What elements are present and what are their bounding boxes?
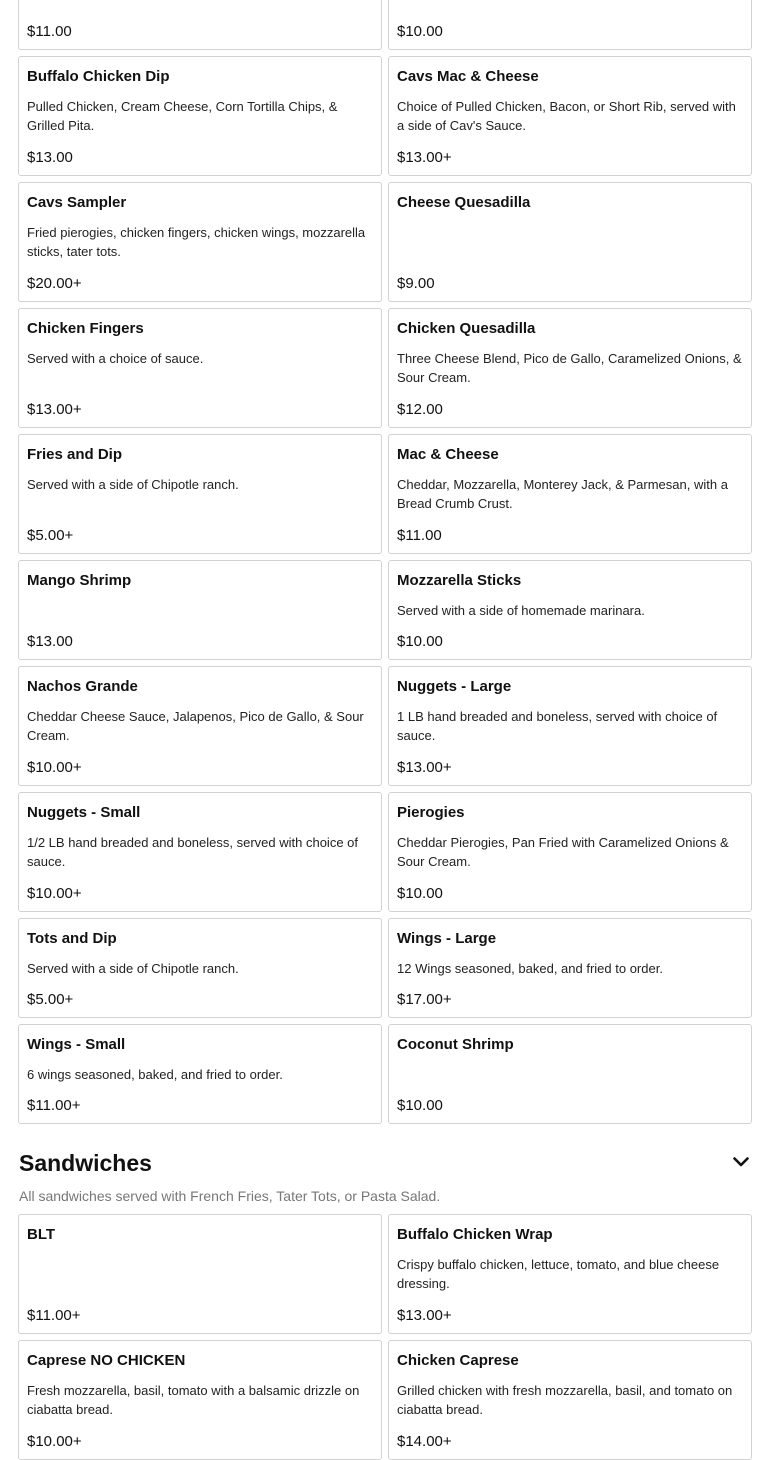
menu-item-description: Fresh mozzarella, basil, tomato with a balsamic drizzle on ciabatta bread.	[27, 1383, 360, 1417]
menu-item-description: Served with a side of Chipotle ranch.	[27, 477, 239, 492]
menu-item-card[interactable]	[388, 1214, 752, 1334]
menu-item-price: $13.00+	[397, 149, 452, 166]
menu-item-card[interactable]	[388, 0, 752, 50]
menu-item-price: $10.00	[397, 23, 443, 40]
menu-item-card[interactable]	[388, 1024, 752, 1124]
menu-item-card[interactable]	[388, 666, 752, 786]
menu-item-price: $10.00	[397, 885, 443, 902]
menu-item-name: Buffalo Chicken Wrap	[397, 1226, 553, 1243]
menu-item-name: Coconut Shrimp	[397, 1036, 514, 1053]
menu-item-price: $10.00+	[27, 759, 82, 776]
menu-item-card[interactable]	[388, 1340, 752, 1460]
menu-item-card[interactable]	[388, 308, 752, 428]
menu-item-description: Served with a choice of sauce.	[27, 351, 204, 366]
menu-item-name: Chicken Fingers	[27, 320, 144, 337]
menu-item-card[interactable]	[388, 434, 752, 554]
menu-item-description: Cheddar, Mozzarella, Monterey Jack, & Parmesan, with a Bread Crumb Crust.	[397, 477, 728, 511]
menu-item-name: Mac & Cheese	[397, 446, 499, 463]
menu-item-card[interactable]	[18, 1024, 382, 1124]
menu-item-description: 1 LB hand breaded and boneless, served with choice of sauce.	[397, 709, 718, 743]
menu-item-card[interactable]	[18, 434, 382, 554]
menu-item-description: Three Cheese Blend, Pico de Gallo, Caramelized Onions, & Sour Cream.	[397, 351, 742, 385]
menu-item-price: $13.00	[27, 633, 73, 650]
menu-item-name: Chicken Quesadilla	[397, 320, 536, 337]
menu-item-description: Crispy buffalo chicken, lettuce, tomato, and blue cheese dressing.	[397, 1257, 720, 1291]
menu-item-card[interactable]	[18, 792, 382, 912]
menu-item-card[interactable]	[388, 918, 752, 1018]
menu-item-name: Caprese NO CHICKEN	[27, 1352, 186, 1369]
menu-item-price: $12.00	[397, 401, 443, 418]
menu-item-price: $10.00+	[27, 885, 82, 902]
menu-item-name: Cavs Mac & Cheese	[397, 68, 539, 85]
sandwiches-grid	[18, 1214, 752, 1460]
menu-item-description: Cheddar Pierogies, Pan Fried with Caramelized Onions & Sour Cream.	[397, 835, 729, 869]
menu-item-price: $13.00+	[397, 1307, 452, 1324]
menu-item-card[interactable]	[18, 0, 382, 50]
menu-item-price: $17.00+	[397, 991, 452, 1008]
menu-item-card[interactable]	[18, 1214, 382, 1334]
menu-item-price: $13.00	[27, 149, 73, 166]
menu-item-name: Nachos Grande	[27, 678, 138, 695]
menu-item-description: Served with a side of Chipotle ranch.	[27, 961, 239, 976]
menu-item-name: Wings - Large	[397, 930, 497, 947]
menu-item-name: Cavs Sampler	[27, 194, 127, 211]
menu-item-card[interactable]	[18, 56, 382, 176]
menu-item-card[interactable]	[388, 792, 752, 912]
menu-item-name: Wings - Small	[27, 1036, 126, 1053]
menu-item-card[interactable]	[18, 1340, 382, 1460]
menu-item-card[interactable]	[18, 182, 382, 302]
menu-item-price: $9.00	[397, 275, 435, 292]
menu-item-price: $10.00+	[27, 1433, 82, 1450]
menu-item-name: Mozzarella Sticks	[397, 572, 522, 589]
menu-item-price: $13.00+	[397, 759, 452, 776]
menu-item-card[interactable]	[18, 666, 382, 786]
menu-item-name: Buffalo Chicken Dip	[27, 68, 170, 85]
menu-item-name: Pierogies	[397, 804, 465, 821]
menu-item-card[interactable]	[388, 56, 752, 176]
menu-item-description: Served with a side of homemade marinara.	[397, 603, 645, 618]
menu-item-name: Tots and Dip	[27, 930, 117, 947]
menu-item-description: Choice of Pulled Chicken, Bacon, or Short Rib, served with a side of Cav's Sauce.	[397, 99, 736, 133]
menu-item-price: $11.00+	[27, 1307, 81, 1324]
section-title: Sandwiches	[19, 1150, 152, 1176]
menu-item-description: 12 Wings seasoned, baked, and fried to order.	[397, 961, 663, 976]
menu-item-card[interactable]	[18, 560, 382, 660]
menu-item-price: $5.00+	[27, 991, 74, 1008]
menu-item-name: Cheese Quesadilla	[397, 194, 531, 211]
section-header-sandwiches[interactable]	[19, 1148, 753, 1188]
menu-item-name: Mango Shrimp	[27, 572, 132, 589]
chevron-down-icon[interactable]	[729, 1150, 753, 1174]
menu-item-description: Fried pierogies, chicken fingers, chicken wings, mozzarella sticks, tater tots.	[27, 225, 366, 259]
menu-items-grid	[18, 0, 752, 1124]
menu-item-description: 6 wings seasoned, baked, and fried to order.	[27, 1067, 283, 1082]
menu-item-price: $14.00+	[397, 1433, 452, 1450]
menu-item-price: $13.00+	[27, 401, 82, 418]
menu-item-name: BLT	[27, 1226, 56, 1243]
menu-item-name: Chicken Caprese	[397, 1352, 519, 1369]
section-description: All sandwiches served with French Fries, Tater Tots, or Pasta Salad.	[19, 1188, 441, 1204]
menu-item-price: $10.00	[397, 1097, 443, 1114]
menu-item-card[interactable]	[18, 308, 382, 428]
menu-item-description: Grilled chicken with fresh mozzarella, basil, and tomato on ciabatta bread.	[397, 1383, 733, 1417]
menu-item-description: Pulled Chicken, Cream Cheese, Corn Tortilla Chips, & Grilled Pita.	[27, 99, 338, 133]
menu-item-price: $11.00+	[27, 1097, 81, 1114]
menu-item-price: $5.00+	[27, 527, 74, 544]
menu-item-card[interactable]	[388, 560, 752, 660]
menu-item-description: 1/2 LB hand breaded and boneless, served with choice of sauce.	[27, 835, 359, 869]
menu-item-card[interactable]	[388, 182, 752, 302]
menu-item-price: $20.00+	[27, 275, 82, 292]
menu-item-name: Fries and Dip	[27, 446, 123, 463]
menu-item-price: $11.00	[397, 527, 442, 544]
menu-item-name: Nuggets - Large	[397, 678, 512, 695]
menu-item-name: Nuggets - Small	[27, 804, 141, 821]
menu-item-price: $10.00	[397, 633, 443, 650]
menu-item-price: $11.00	[27, 23, 72, 40]
menu-item-description: Cheddar Cheese Sauce, Jalapenos, Pico de Gallo, & Sour Cream.	[27, 709, 364, 743]
menu-item-card[interactable]	[18, 918, 382, 1018]
